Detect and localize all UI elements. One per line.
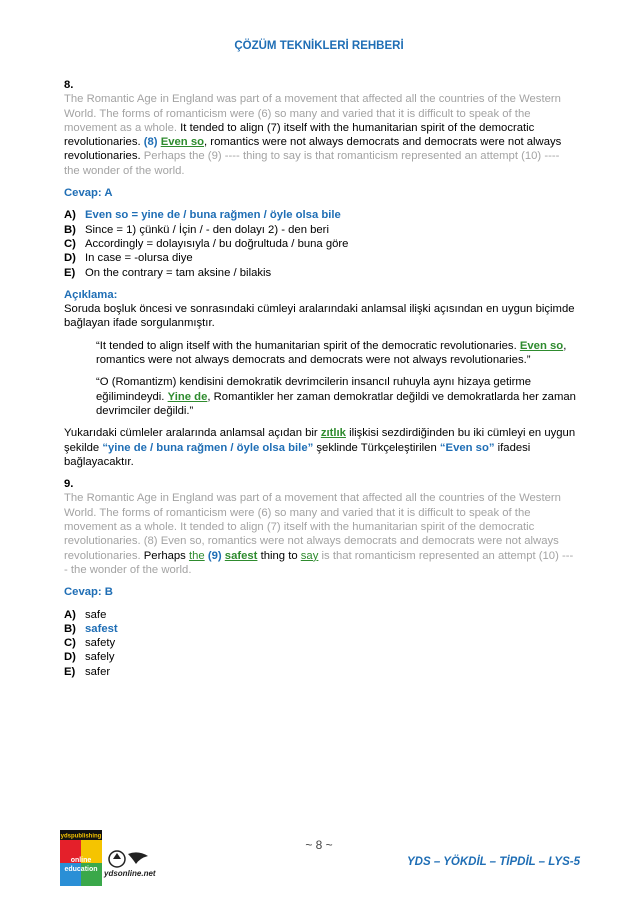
answer-9: Cevap: B: [64, 586, 113, 599]
option-e: E) safer: [64, 665, 111, 678]
passage-gray-text: The Romantic Age in England was part of a movement that affected all the countries of the Western World. The forms of romanticism were (6) so many and varied that it is difficult to speak of the movement as a whole.: [64, 93, 561, 134]
quote-turkish: “O (Romantizm) kendisini demokratik devrimcilerin insancıl ruhuyla aynı hizaya getirme eğilimindeydi. Yine de, Romantikler her zaman demokratlar değildi ve demokratlarda her zaman devrimciler değildi.”: [96, 376, 576, 417]
logo-mid-text-2: education: [64, 866, 98, 873]
blank-8-number: (8): [143, 136, 158, 149]
option-b: B) safest: [64, 622, 118, 635]
options-8: [64, 208, 576, 279]
quote-english: “It tended to align itself with the humanitarian spirit of the democratic revolutionaries. Even so, romantics were not always democrats and democrats were not always revolutionaries.”: [96, 339, 567, 367]
passage-gray-text-2: Perhaps the (9) ---- thing to say is that romanticism represented an attempt (10) ---- the wonder of the world.: [64, 150, 560, 177]
page-content: [64, 78, 576, 679]
passage-black-text: It tended to align (7) itself with the humanitarian spirit of the democratic revolutionaries.: [64, 121, 535, 149]
passage-black-text-2: , romantics were not always democrats and democrats were not always revolutionaries.: [64, 136, 562, 163]
blank-8-answer: Even so: [160, 136, 205, 149]
question-8-passage: [64, 92, 576, 178]
question-9-number: 9.: [64, 478, 74, 491]
publisher-logo-icon: [60, 830, 102, 886]
explanation-text: Soruda boşluk öncesi ve sonrasındaki cümleyi aralarındaki anlamsal ilişki açısından en uygun biçimde bağlayan ifade sorgulanmıştır.: [64, 303, 575, 330]
option-d: D) In case = -olursa diye: [64, 252, 193, 265]
question-9-passage: The Romantic Age in England was part of a movement that affected all the countries of the Western World. The forms of romanticism were (6) so many and varied that it is difficult to speak of the movement as a whole. It tended to align (7) itself with the humanitarian spirit of the democratic revolutionaries. (8) Even so, romantics were not always democrats and democrats were not always revolutionaries. Perhaps the (9) safest thing to say is that romanticism represented an attempt (10) ---- the wonder of the world.: [64, 492, 574, 576]
option-e: E) On the contrary = tam aksine / bilakis: [64, 266, 272, 279]
option-c: C) safety: [64, 637, 116, 650]
option-a: A) Even so = yine de / buna rağmen / öyle olsa bile: [64, 209, 341, 222]
option-d: D) safely: [64, 651, 115, 664]
the-highlight: the: [188, 549, 205, 562]
options-9: [64, 608, 576, 679]
answer-8: Cevap: A: [64, 187, 113, 200]
option-c: C) Accordingly = dolayısıyla / bu doğrultuda / buna göre: [64, 237, 349, 250]
option-a: A) safe: [64, 608, 107, 621]
logo-mid-text-1: online: [70, 857, 92, 864]
page-number: ~ 8 ~: [305, 838, 333, 852]
option-b: B) Since = 1) çünkü / İçin / - den dolayı 2) - den beri: [64, 223, 329, 236]
online-logo-icon: [108, 848, 156, 884]
conclusion-text: Yukarıdaki cümleler aralarında anlamsal açıdan bir zıtlık ilişkisi sezdirdiğinden bu iki cümleyi en uygun şekilde “yine de / buna rağmen / öyle olsa bile” şeklinde Türkçeleştirilen “Even so” ifadesi bağlayacaktır.: [64, 427, 576, 468]
blank-9-answer: safest: [224, 549, 258, 562]
quote-turkish-highlight: Yine de: [167, 390, 208, 403]
explanation-title: Açıklama:: [64, 288, 118, 301]
footer-exam-list: YDS – YÖKDİL – TİPDİL – LYS-5: [407, 856, 580, 868]
page-header-title: ÇÖZÜM TEKNİKLERİ REHBERİ: [234, 40, 404, 52]
question-8-number: 8.: [64, 79, 74, 91]
logo-top-text: ydspublishing: [60, 833, 102, 840]
logo-site-text: ydsonline.net: [104, 869, 156, 878]
say-highlight: say: [300, 549, 319, 562]
quote-english-highlight: Even so: [519, 339, 564, 352]
